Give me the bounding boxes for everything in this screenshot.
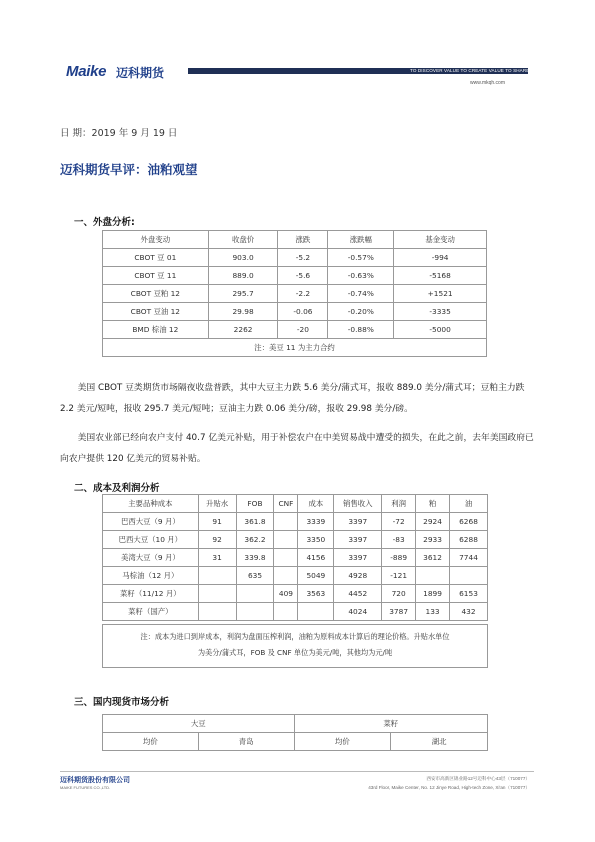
table-cell: BMD 棕油 12 bbox=[103, 321, 209, 339]
table-cell bbox=[416, 567, 450, 585]
table-cell: 美湾大豆（9 月） bbox=[103, 549, 199, 567]
column-header: 均价 bbox=[103, 733, 199, 751]
footer-address-en: 43rd Floor, Maike Center, No. 12 Jinye Road, High-tech Zone, Xi'an（710077） bbox=[368, 785, 530, 790]
table-cell: 720 bbox=[382, 585, 416, 603]
table-cell bbox=[274, 603, 298, 621]
table-cell: 2924 bbox=[416, 513, 450, 531]
table-cell: 91 bbox=[198, 513, 236, 531]
table-cell: CBOT 豆油 12 bbox=[103, 303, 209, 321]
table-row bbox=[103, 603, 488, 621]
table-cell bbox=[274, 549, 298, 567]
table-cell: 903.0 bbox=[208, 249, 278, 267]
table-cell: -3335 bbox=[394, 303, 487, 321]
table-cell: 1899 bbox=[416, 585, 450, 603]
table-cell: 3397 bbox=[334, 513, 382, 531]
table-cell: -0.74% bbox=[328, 285, 394, 303]
table-cell: 295.7 bbox=[208, 285, 278, 303]
table-cell: 4156 bbox=[298, 549, 334, 567]
footer-company-en: MAIKE FUTURES CO.,LTD. bbox=[60, 785, 111, 790]
table-cell: 339.8 bbox=[236, 549, 274, 567]
note-line: 为美分/蒲式耳，FOB 及 CNF 单位为美元/吨，其他均为元/吨 bbox=[197, 648, 393, 657]
overseas-market-table bbox=[102, 230, 487, 357]
table-header-row bbox=[103, 715, 488, 733]
column-header: 粕 bbox=[416, 495, 450, 513]
column-header: 涨跌幅 bbox=[328, 231, 394, 249]
table-cell: +1521 bbox=[394, 285, 487, 303]
column-header: 收盘价 bbox=[208, 231, 278, 249]
table-cell: 5049 bbox=[298, 567, 334, 585]
table-cell: 3787 bbox=[382, 603, 416, 621]
table-cell: 4928 bbox=[334, 567, 382, 585]
table-cell: -72 bbox=[382, 513, 416, 531]
table-cell: 635 bbox=[236, 567, 274, 585]
section-heading-1: 一、外盘分析: bbox=[74, 217, 135, 228]
table-row bbox=[103, 549, 488, 567]
column-header: 主要品种成本 bbox=[103, 495, 199, 513]
table-cell: 92 bbox=[198, 531, 236, 549]
table-cell: CBOT 豆 11 bbox=[103, 267, 209, 285]
table-cell bbox=[236, 603, 274, 621]
table-row bbox=[103, 267, 487, 285]
table-cell bbox=[198, 567, 236, 585]
column-header: 涨跌 bbox=[278, 231, 328, 249]
footer-company-cn: 迈科期货股份有限公司 bbox=[60, 776, 130, 784]
table-cell: 菜籽（国产） bbox=[103, 603, 199, 621]
table-cell: 3350 bbox=[298, 531, 334, 549]
table-row bbox=[103, 303, 487, 321]
table-cell: CBOT 豆 01 bbox=[103, 249, 209, 267]
footer-divider bbox=[60, 771, 534, 772]
column-header: 成本 bbox=[298, 495, 334, 513]
report-date: 日 期：2019 年 9 月 19 日 bbox=[60, 128, 178, 139]
brand-logo: Maike bbox=[66, 63, 107, 80]
table-row bbox=[103, 321, 487, 339]
table-cell: 362.2 bbox=[236, 531, 274, 549]
table-cell: -20 bbox=[278, 321, 328, 339]
section-heading-3: 三、国内现货市场分析 bbox=[74, 697, 170, 708]
table-note-row bbox=[103, 339, 487, 357]
table-cell: 3397 bbox=[334, 531, 382, 549]
column-header: 湖北 bbox=[391, 733, 488, 751]
footer-address-cn: 西安市高新区锦业路12号迈科中心43层（710077） bbox=[426, 776, 530, 781]
table-cell: -5168 bbox=[394, 267, 487, 285]
column-header: FOB bbox=[236, 495, 274, 513]
column-header: 升贴水 bbox=[198, 495, 236, 513]
table-cell bbox=[274, 567, 298, 585]
spot-market-table bbox=[102, 714, 488, 751]
table-row bbox=[103, 285, 487, 303]
table-cell: 3612 bbox=[416, 549, 450, 567]
column-header: 基金变动 bbox=[394, 231, 487, 249]
table-cell: -5.6 bbox=[278, 267, 328, 285]
table-cell: -0.63% bbox=[328, 267, 394, 285]
table-cell: 马棕油（12 月） bbox=[103, 567, 199, 585]
table-cell: 361.8 bbox=[236, 513, 274, 531]
table-header-row bbox=[103, 231, 487, 249]
column-header: 利润 bbox=[382, 495, 416, 513]
table-cell: -889 bbox=[382, 549, 416, 567]
table-cell: -0.57% bbox=[328, 249, 394, 267]
table-cell: 889.0 bbox=[208, 267, 278, 285]
table-header-row bbox=[103, 733, 488, 751]
table-header-row bbox=[103, 495, 488, 513]
note-line: 注：成本为进口到岸成本，利润为盘面压榨利润，油粕为原料成本计算后的理论价格。升贴水单位 bbox=[140, 632, 450, 641]
table-cell: -5000 bbox=[394, 321, 487, 339]
table-cell: 3563 bbox=[298, 585, 334, 603]
table-cell: 6153 bbox=[450, 585, 488, 603]
group-header-rapeseed: 菜籽 bbox=[294, 715, 488, 733]
table-cell bbox=[198, 585, 236, 603]
brand-logo-cn: 迈科期货 bbox=[116, 66, 165, 80]
cost-table-note bbox=[102, 624, 488, 668]
table-cell: -83 bbox=[382, 531, 416, 549]
column-header: 销售收入 bbox=[334, 495, 382, 513]
table-cell bbox=[450, 567, 488, 585]
table-cell: 133 bbox=[416, 603, 450, 621]
header-url: www.mkqh.com bbox=[470, 80, 506, 86]
table-cell bbox=[298, 603, 334, 621]
table-row bbox=[103, 567, 488, 585]
table-cell bbox=[274, 513, 298, 531]
table-cell: 3397 bbox=[334, 549, 382, 567]
table-cell: -0.88% bbox=[328, 321, 394, 339]
table-cell: 7744 bbox=[450, 549, 488, 567]
header-slogan: TO DISCOVER VALUE TO CREATE VALUE TO SHARE VALUE bbox=[410, 68, 547, 73]
table-cell: -121 bbox=[382, 567, 416, 585]
column-header: 青岛 bbox=[198, 733, 294, 751]
table-cell: 3339 bbox=[298, 513, 334, 531]
table-cell bbox=[198, 603, 236, 621]
table-cell: -0.06 bbox=[278, 303, 328, 321]
table-cell: -994 bbox=[394, 249, 487, 267]
column-header: 油 bbox=[450, 495, 488, 513]
section-heading-2: 二、成本及利润分析 bbox=[74, 483, 160, 494]
table-cell bbox=[236, 585, 274, 603]
table-cell: 巴西大豆（10 月） bbox=[103, 531, 199, 549]
table-cell: 31 bbox=[198, 549, 236, 567]
table-note: 注：美豆 11 为主力合约 bbox=[103, 339, 487, 357]
table-cell: 409 bbox=[274, 585, 298, 603]
table-cell: 巴西大豆（9 月） bbox=[103, 513, 199, 531]
table-row bbox=[103, 249, 487, 267]
paragraph-market: 美国 CBOT 豆类期货市场隔夜收盘普跌，其中大豆主力跌 5.6 美分/蒲式耳，报收 889.0 美分/蒲式耳；豆粕主力跌 2.2 美元/短吨，报收 295.7 美元/短吨；豆油主力跌 0.06 美分/磅，报收 29.98 美分/磅。 bbox=[60, 383, 525, 414]
paragraph-subsidy: 美国农业部已经向农户支付 40.7 亿美元补贴，用于补偿农户在中美贸易战中遭受的损失，在此之前，去年美国政府已向农户提供 120 亿美元的贸易补贴。 bbox=[60, 433, 534, 464]
column-header: CNF bbox=[274, 495, 298, 513]
table-cell: 6268 bbox=[450, 513, 488, 531]
table-cell: -5.2 bbox=[278, 249, 328, 267]
table-cell bbox=[274, 531, 298, 549]
table-cell: 2933 bbox=[416, 531, 450, 549]
table-row bbox=[103, 585, 488, 603]
group-header-soybean: 大豆 bbox=[103, 715, 295, 733]
table-cell: 4024 bbox=[334, 603, 382, 621]
table-cell: -0.20% bbox=[328, 303, 394, 321]
table-row bbox=[103, 513, 488, 531]
table-cell: 29.98 bbox=[208, 303, 278, 321]
table-cell: -2.2 bbox=[278, 285, 328, 303]
page-title: 迈科期货早评：油粕观望 bbox=[60, 162, 198, 177]
table-cell: 432 bbox=[450, 603, 488, 621]
column-header: 外盘变动 bbox=[103, 231, 209, 249]
table-cell: 4452 bbox=[334, 585, 382, 603]
table-cell: 2262 bbox=[208, 321, 278, 339]
column-header: 均价 bbox=[294, 733, 391, 751]
table-cell: CBOT 豆粕 12 bbox=[103, 285, 209, 303]
table-cell: 菜籽（11/12 月） bbox=[103, 585, 199, 603]
table-cell: 6288 bbox=[450, 531, 488, 549]
table-row bbox=[103, 531, 488, 549]
cost-profit-table bbox=[102, 494, 488, 621]
